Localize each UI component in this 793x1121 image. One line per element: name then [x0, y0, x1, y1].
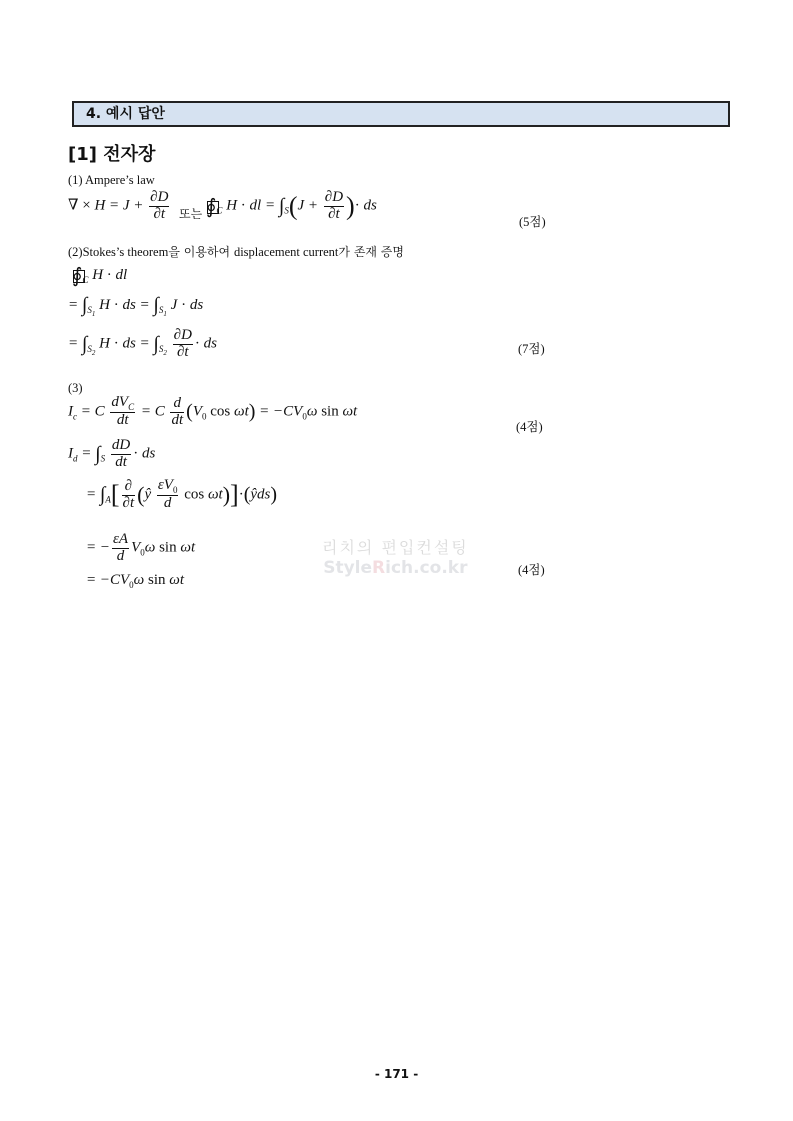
part2-label: (2)Stokes’s theorem을 이용하여 displacement current가 존재 증명 [68, 245, 404, 259]
ampere-law-differential: ∇ × H = J + $\frac{\partial D}{\partial t}$ [68, 189, 169, 222]
problem-heading: [1] 전자장 [68, 144, 156, 165]
watermark-line1: 리치의 편입컨설팅 [322, 538, 469, 557]
page-number: - 171 - [374, 1067, 419, 1081]
connector-text: 또는 [179, 207, 203, 221]
displacement-current-line3: = − $\frac{\varepsilon A}{d}$ $V_0\omega$ sin ωt [86, 531, 196, 564]
watermark-line2: StyleRich.co.kr [323, 558, 468, 578]
part3-score-id: (4점) [518, 563, 545, 577]
watermark [322, 535, 469, 578]
section-header [72, 101, 730, 127]
section-title: 4. 예시 답안 [86, 106, 165, 122]
displacement-current-line4: = $-CV_0\omega$ sin ωt [86, 572, 185, 590]
part1-label: (1) Ampere’s law [68, 173, 155, 187]
displacement-current-line2: = $\int_A$[ $\frac{\partial}{\partial t}$ (ŷ $\frac{\varepsilon V_0}{d}$ cos ωt)]·(ŷds) [86, 477, 278, 512]
part1-score: (5점) [519, 215, 546, 229]
part3-score-ic: (4점) [516, 420, 543, 434]
stokes-line1: $∮_C$ H · dl [72, 265, 128, 287]
part2-score: (7점) [518, 342, 545, 356]
stokes-line2: = $\int_{S_1}$ H · ds = $\int_{S_1}$ J · ds [68, 294, 204, 318]
conduction-current-equation: $I_c = C$ $\frac{dV_C}{dt}$ = C $\frac{d}{dt}$ ($V_0$ $\cos \omega t) = -CV_0\omega$ sin ωt [68, 394, 358, 429]
stokes-line3: = $\int_{S_2}$ H · ds = $\int_{S_2}$ $\frac{\partial D}{\partial t}$ · ds [68, 327, 218, 360]
displacement-current-line1: $I_d = \int_S$ $\frac{dD}{dt}$ · ds [68, 437, 156, 470]
ampere-law-integral: $∮_C$ H · dl = $\int_S(J$ + $\frac{\partial D}{\partial t}$ )· ds [206, 189, 377, 222]
part3-label: (3) [68, 381, 83, 395]
